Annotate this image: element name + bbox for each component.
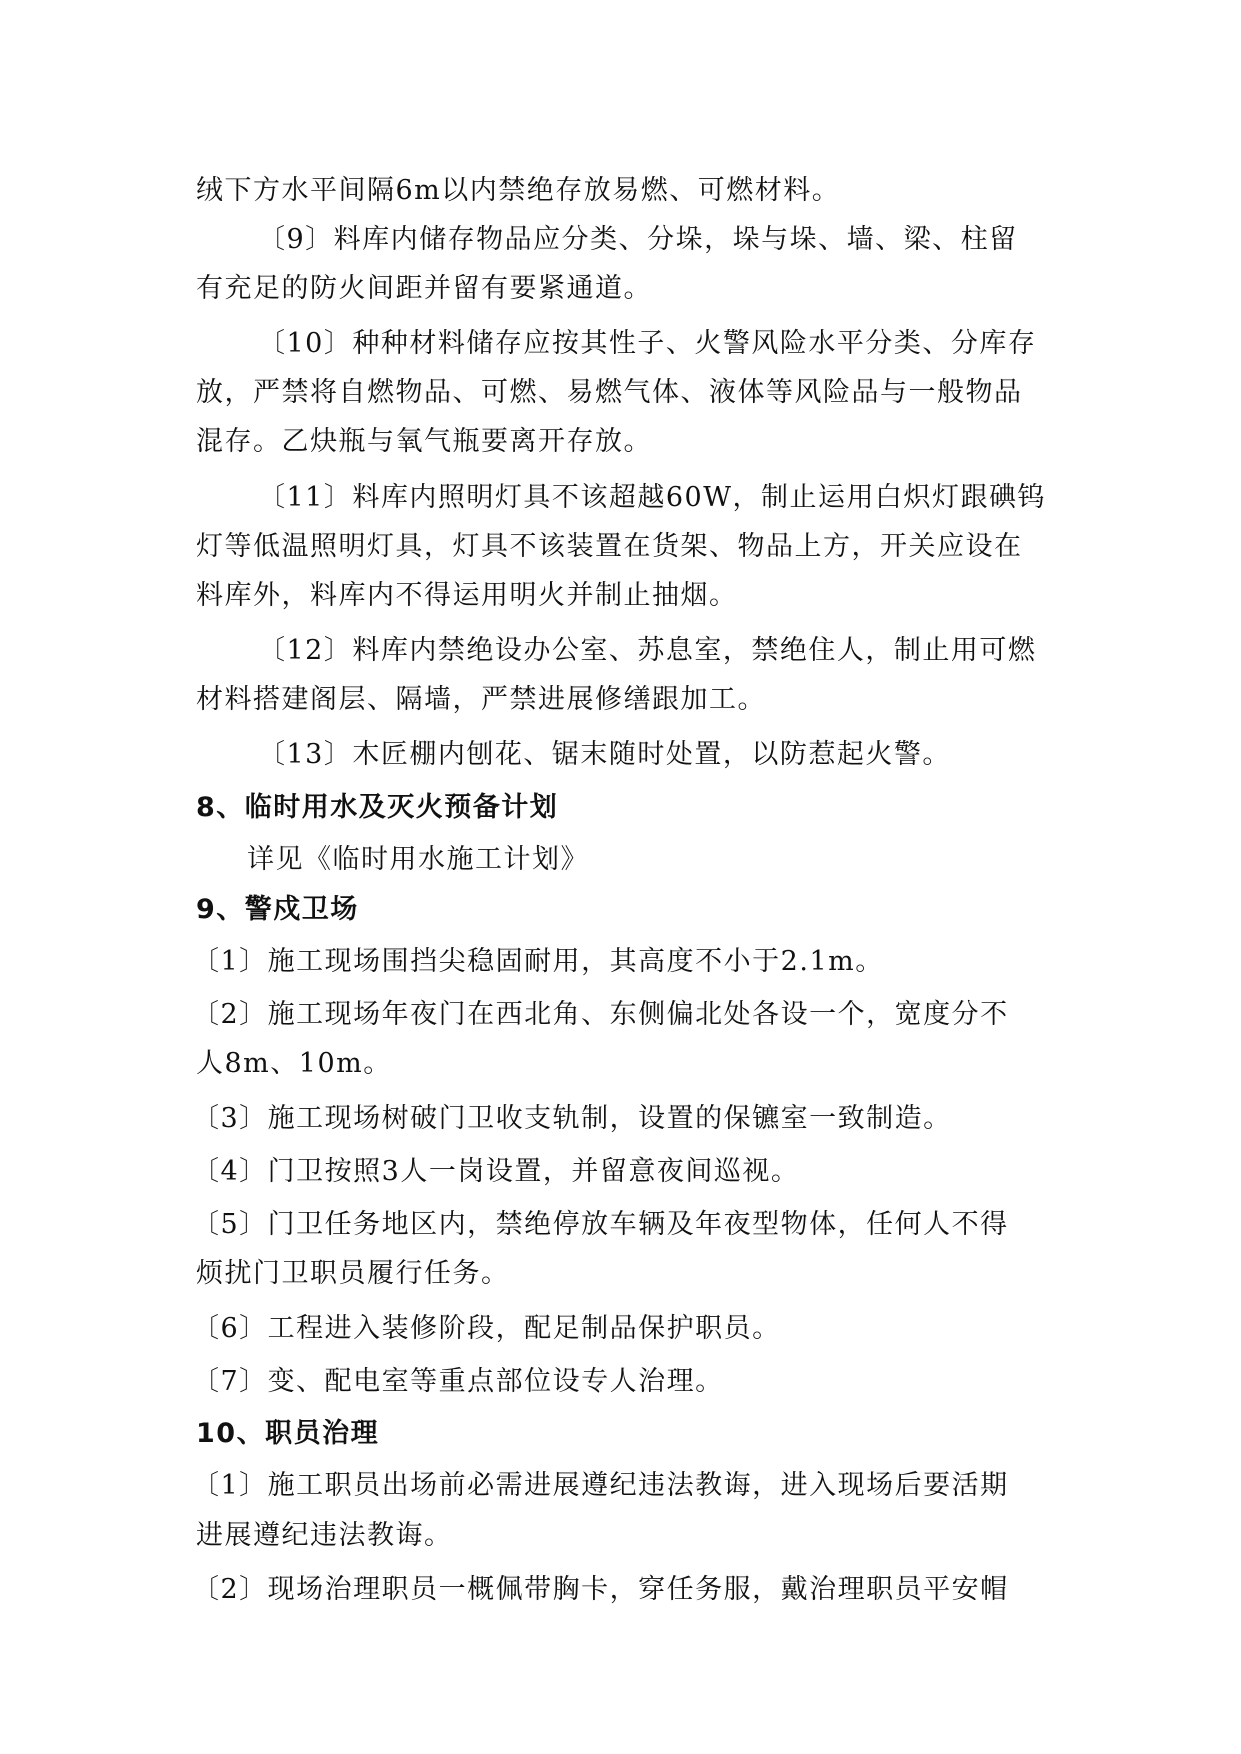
list-item-10: 〔10〕种种材料储存应按其性子、火警风险水平分类、分库存 <box>258 328 1037 359</box>
list-item: 〔4〕门卫按照3人一岗设置，并留意夜间巡视。 <box>192 1156 800 1187</box>
list-item-11: 〔11〕料库内照明灯具不该超越60W，制止运用白炽灯跟碘钨 <box>258 482 1046 513</box>
body-line: 材料搭建阁层、隔墙，严禁进展修缮跟加工。 <box>196 684 766 715</box>
list-item-13: 〔13〕木匠棚内刨花、锯末随时处置，以防惹起火警。 <box>258 739 951 770</box>
body-line: 绒下方水平间隔6m以内禁绝存放易燃、可燃材料。 <box>196 175 841 206</box>
section-heading-10: 10、职员治理 <box>196 1418 380 1449</box>
body-line: 烦扰门卫职员履行任务。 <box>196 1258 510 1289</box>
list-item: 〔1〕施工职员出场前必需进展遵纪违法教诲，进入现场后要活期 <box>192 1470 1009 1501</box>
section-heading-9: 9、警戍卫场 <box>196 894 359 925</box>
list-item: 〔2〕施工现场年夜门在西北角、东侧偏北处各设一个，宽度分不 <box>192 999 1009 1030</box>
list-item: 〔3〕施工现场树破门卫收支轨制，设置的保镳室一致制造。 <box>192 1103 952 1134</box>
list-item: 〔7〕变、配电室等重点部位设专人治理。 <box>192 1366 724 1397</box>
list-item: 〔5〕门卫任务地区内，禁绝停放车辆及年夜型物体，任何人不得 <box>192 1209 1009 1240</box>
list-item-9: 〔9〕料库内储存物品应分类、分垛，垛与垛、墙、梁、柱留 <box>258 224 1018 255</box>
body-line: 进展遵纪违法教诲。 <box>196 1520 453 1551</box>
body-line: 详见《临时用水施工计划》 <box>247 844 589 875</box>
body-line: 混存。乙炔瓶与氧气瓶要离开存放。 <box>196 426 652 457</box>
body-line: 料库外，料库内不得运用明火并制止抽烟。 <box>196 580 738 611</box>
body-line: 放，严禁将自燃物品、可燃、易燃气体、液体等风险品与一般物品 <box>196 377 1023 408</box>
list-item-12: 〔12〕料库内禁绝设办公室、苏息室，禁绝住人，制止用可燃 <box>258 635 1037 666</box>
body-line: 有充足的防火间距并留有要紧通道。 <box>196 273 652 304</box>
list-item: 〔2〕现场治理职员一概佩带胸卡，穿任务服，戴治理职员平安帽 <box>192 1574 1009 1605</box>
section-heading-8: 8、临时用水及灭火预备计划 <box>196 792 559 823</box>
body-line: 人8m、10m。 <box>196 1048 392 1079</box>
list-item: 〔1〕施工现场围挡尖稳固耐用，其高度不小于2.1m。 <box>192 946 884 977</box>
body-line: 灯等低温照明灯具，灯具不该装置在货架、物品上方，开关应设在 <box>196 531 1023 562</box>
list-item: 〔6〕工程进入装修阶段，配足制品保护职员。 <box>192 1313 781 1344</box>
